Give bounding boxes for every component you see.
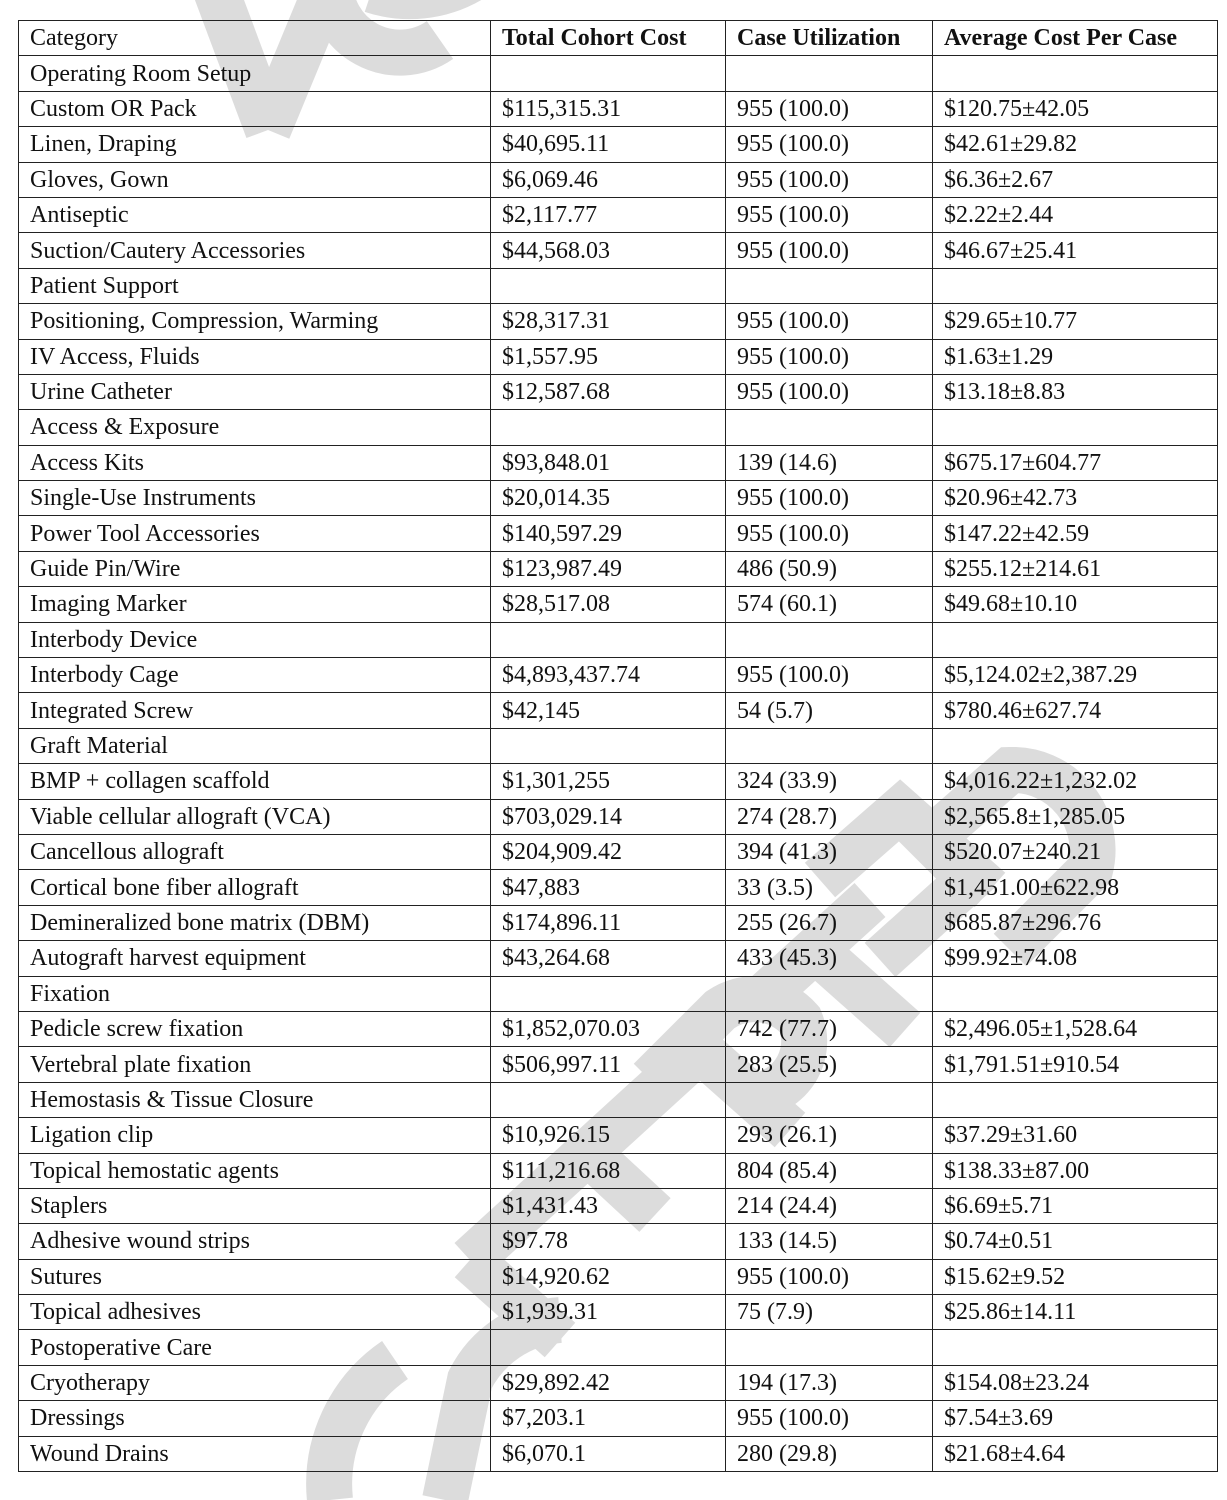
average-cost-cell: $1.63±1.29 <box>933 339 1218 374</box>
empty-cell <box>933 976 1218 1011</box>
total-cohort-cost-cell: $93,848.01 <box>491 445 726 480</box>
average-cost-cell: $49.68±10.10 <box>933 587 1218 622</box>
total-cohort-cost-cell: $20,014.35 <box>491 481 726 516</box>
average-cost-cell: $1,451.00±622.98 <box>933 870 1218 905</box>
total-cohort-cost-cell: $506,997.11 <box>491 1047 726 1082</box>
group-row <box>19 1082 1218 1117</box>
average-cost-cell: $25.86±14.11 <box>933 1295 1218 1330</box>
group-label: Operating Room Setup <box>19 56 491 91</box>
item-label: Access Kits <box>19 445 491 480</box>
case-utilization-cell: 194 (17.3) <box>726 1365 933 1400</box>
empty-cell <box>726 622 933 657</box>
table-row <box>19 197 1218 232</box>
group-label: Patient Support <box>19 268 491 303</box>
total-cohort-cost-cell: $12,587.68 <box>491 374 726 409</box>
case-utilization-cell: 955 (100.0) <box>726 374 933 409</box>
table-row <box>19 1011 1218 1046</box>
group-label: Fixation <box>19 976 491 1011</box>
item-label: Interbody Cage <box>19 658 491 693</box>
case-utilization-cell: 214 (24.4) <box>726 1188 933 1223</box>
table-row <box>19 516 1218 551</box>
item-label: Positioning, Compression, Warming <box>19 304 491 339</box>
average-cost-cell: $154.08±23.24 <box>933 1365 1218 1400</box>
group-row <box>19 410 1218 445</box>
average-cost-cell: $780.46±627.74 <box>933 693 1218 728</box>
header-category: Category <box>19 21 491 56</box>
case-utilization-cell: 33 (3.5) <box>726 870 933 905</box>
group-row <box>19 622 1218 657</box>
total-cohort-cost-cell: $6,070.1 <box>491 1436 726 1471</box>
average-cost-cell: $5,124.02±2,387.29 <box>933 658 1218 693</box>
table-row <box>19 339 1218 374</box>
item-label: Guide Pin/Wire <box>19 551 491 586</box>
table-row <box>19 905 1218 940</box>
table-row <box>19 1118 1218 1153</box>
total-cohort-cost-cell: $1,557.95 <box>491 339 726 374</box>
header-case-utilization: Case Utilization <box>726 21 933 56</box>
cost-table <box>18 20 1218 1472</box>
average-cost-cell: $6.69±5.71 <box>933 1188 1218 1223</box>
empty-cell <box>491 728 726 763</box>
item-label: BMP + collagen scaffold <box>19 764 491 799</box>
empty-cell <box>933 1330 1218 1365</box>
empty-cell <box>933 1082 1218 1117</box>
group-row <box>19 728 1218 763</box>
item-label: Demineralized bone matrix (DBM) <box>19 905 491 940</box>
item-label: Imaging Marker <box>19 587 491 622</box>
header-total-cohort-cost: Total Cohort Cost <box>491 21 726 56</box>
empty-cell <box>491 410 726 445</box>
header-row <box>19 21 1218 56</box>
average-cost-cell: $685.87±296.76 <box>933 905 1218 940</box>
table-row <box>19 658 1218 693</box>
table-row <box>19 870 1218 905</box>
total-cohort-cost-cell: $28,517.08 <box>491 587 726 622</box>
case-utilization-cell: 54 (5.7) <box>726 693 933 728</box>
table-row <box>19 1436 1218 1471</box>
table-row <box>19 91 1218 126</box>
table-body <box>19 56 1218 1472</box>
item-label: Power Tool Accessories <box>19 516 491 551</box>
average-cost-cell: $2,496.05±1,528.64 <box>933 1011 1218 1046</box>
total-cohort-cost-cell: $1,431.43 <box>491 1188 726 1223</box>
empty-cell <box>491 1082 726 1117</box>
total-cohort-cost-cell: $44,568.03 <box>491 233 726 268</box>
table-row <box>19 587 1218 622</box>
table-row <box>19 834 1218 869</box>
total-cohort-cost-cell: $28,317.31 <box>491 304 726 339</box>
case-utilization-cell: 324 (33.9) <box>726 764 933 799</box>
case-utilization-cell: 255 (26.7) <box>726 905 933 940</box>
item-label: Integrated Screw <box>19 693 491 728</box>
case-utilization-cell: 433 (45.3) <box>726 941 933 976</box>
case-utilization-cell: 955 (100.0) <box>726 197 933 232</box>
item-label: Autograft harvest equipment <box>19 941 491 976</box>
header-average-cost-per-case: Average Cost Per Case <box>933 21 1218 56</box>
total-cohort-cost-cell: $123,987.49 <box>491 551 726 586</box>
item-label: IV Access, Fluids <box>19 339 491 374</box>
total-cohort-cost-cell: $97.78 <box>491 1224 726 1259</box>
item-label: Pedicle screw fixation <box>19 1011 491 1046</box>
empty-cell <box>933 268 1218 303</box>
total-cohort-cost-cell: $2,117.77 <box>491 197 726 232</box>
average-cost-cell: $2,565.8±1,285.05 <box>933 799 1218 834</box>
table-row <box>19 374 1218 409</box>
case-utilization-cell: 75 (7.9) <box>726 1295 933 1330</box>
average-cost-cell: $13.18±8.83 <box>933 374 1218 409</box>
item-label: Topical hemostatic agents <box>19 1153 491 1188</box>
empty-cell <box>726 1082 933 1117</box>
empty-cell <box>726 1330 933 1365</box>
group-label: Postoperative Care <box>19 1330 491 1365</box>
case-utilization-cell: 283 (25.5) <box>726 1047 933 1082</box>
empty-cell <box>491 976 726 1011</box>
average-cost-cell: $138.33±87.00 <box>933 1153 1218 1188</box>
table-row <box>19 1259 1218 1294</box>
case-utilization-cell: 804 (85.4) <box>726 1153 933 1188</box>
average-cost-cell: $29.65±10.77 <box>933 304 1218 339</box>
table-row <box>19 1188 1218 1223</box>
average-cost-cell: $4,016.22±1,232.02 <box>933 764 1218 799</box>
group-row <box>19 1330 1218 1365</box>
average-cost-cell: $99.92±74.08 <box>933 941 1218 976</box>
group-row <box>19 56 1218 91</box>
table-row <box>19 1401 1218 1436</box>
average-cost-cell: $520.07±240.21 <box>933 834 1218 869</box>
case-utilization-cell: 955 (100.0) <box>726 516 933 551</box>
empty-cell <box>933 622 1218 657</box>
average-cost-cell: $15.62±9.52 <box>933 1259 1218 1294</box>
case-utilization-cell: 293 (26.1) <box>726 1118 933 1153</box>
case-utilization-cell: 955 (100.0) <box>726 658 933 693</box>
total-cohort-cost-cell: $42,145 <box>491 693 726 728</box>
group-label: Graft Material <box>19 728 491 763</box>
item-label: Cryotherapy <box>19 1365 491 1400</box>
item-label: Cortical bone fiber allograft <box>19 870 491 905</box>
total-cohort-cost-cell: $1,939.31 <box>491 1295 726 1330</box>
total-cohort-cost-cell: $115,315.31 <box>491 91 726 126</box>
total-cohort-cost-cell: $204,909.42 <box>491 834 726 869</box>
case-utilization-cell: 139 (14.6) <box>726 445 933 480</box>
item-label: Topical adhesives <box>19 1295 491 1330</box>
total-cohort-cost-cell: $14,920.62 <box>491 1259 726 1294</box>
group-row <box>19 976 1218 1011</box>
item-label: Single-Use Instruments <box>19 481 491 516</box>
average-cost-cell: $37.29±31.60 <box>933 1118 1218 1153</box>
item-label: Staplers <box>19 1188 491 1223</box>
table-row <box>19 445 1218 480</box>
empty-cell <box>491 268 726 303</box>
total-cohort-cost-cell: $40,695.11 <box>491 127 726 162</box>
average-cost-cell: $2.22±2.44 <box>933 197 1218 232</box>
item-label: Urine Catheter <box>19 374 491 409</box>
item-label: Sutures <box>19 1259 491 1294</box>
table-row <box>19 162 1218 197</box>
item-label: Gloves, Gown <box>19 162 491 197</box>
empty-cell <box>726 410 933 445</box>
total-cohort-cost-cell: $4,893,437.74 <box>491 658 726 693</box>
total-cohort-cost-cell: $111,216.68 <box>491 1153 726 1188</box>
empty-cell <box>491 56 726 91</box>
empty-cell <box>933 410 1218 445</box>
average-cost-cell: $0.74±0.51 <box>933 1224 1218 1259</box>
table-row <box>19 1047 1218 1082</box>
table-row <box>19 127 1218 162</box>
case-utilization-cell: 274 (28.7) <box>726 799 933 834</box>
case-utilization-cell: 133 (14.5) <box>726 1224 933 1259</box>
table-row <box>19 233 1218 268</box>
total-cohort-cost-cell: $1,852,070.03 <box>491 1011 726 1046</box>
table-row <box>19 1365 1218 1400</box>
total-cohort-cost-cell: $174,896.11 <box>491 905 726 940</box>
empty-cell <box>491 622 726 657</box>
case-utilization-cell: 955 (100.0) <box>726 339 933 374</box>
total-cohort-cost-cell: $7,203.1 <box>491 1401 726 1436</box>
case-utilization-cell: 955 (100.0) <box>726 91 933 126</box>
total-cohort-cost-cell: $29,892.42 <box>491 1365 726 1400</box>
case-utilization-cell: 486 (50.9) <box>726 551 933 586</box>
item-label: Custom OR Pack <box>19 91 491 126</box>
total-cohort-cost-cell: $1,301,255 <box>491 764 726 799</box>
item-label: Linen, Draping <box>19 127 491 162</box>
case-utilization-cell: 394 (41.3) <box>726 834 933 869</box>
group-label: Hemostasis & Tissue Closure <box>19 1082 491 1117</box>
empty-cell <box>933 56 1218 91</box>
average-cost-cell: $675.17±604.77 <box>933 445 1218 480</box>
average-cost-cell: $120.75±42.05 <box>933 91 1218 126</box>
item-label: Cancellous allograft <box>19 834 491 869</box>
total-cohort-cost-cell: $6,069.46 <box>491 162 726 197</box>
case-utilization-cell: 955 (100.0) <box>726 233 933 268</box>
empty-cell <box>726 56 933 91</box>
case-utilization-cell: 955 (100.0) <box>726 1259 933 1294</box>
item-label: Viable cellular allograft (VCA) <box>19 799 491 834</box>
case-utilization-cell: 955 (100.0) <box>726 304 933 339</box>
table-row <box>19 941 1218 976</box>
table-row <box>19 799 1218 834</box>
item-label: Dressings <box>19 1401 491 1436</box>
empty-cell <box>491 1330 726 1365</box>
average-cost-cell: $255.12±214.61 <box>933 551 1218 586</box>
case-utilization-cell: 955 (100.0) <box>726 1401 933 1436</box>
average-cost-cell: $42.61±29.82 <box>933 127 1218 162</box>
case-utilization-cell: 742 (77.7) <box>726 1011 933 1046</box>
item-label: Suction/Cautery Accessories <box>19 233 491 268</box>
total-cohort-cost-cell: $140,597.29 <box>491 516 726 551</box>
item-label: Antiseptic <box>19 197 491 232</box>
empty-cell <box>726 976 933 1011</box>
case-utilization-cell: 955 (100.0) <box>726 127 933 162</box>
table-row <box>19 1153 1218 1188</box>
average-cost-cell: $1,791.51±910.54 <box>933 1047 1218 1082</box>
table-row <box>19 304 1218 339</box>
total-cohort-cost-cell: $43,264.68 <box>491 941 726 976</box>
average-cost-cell: $6.36±2.67 <box>933 162 1218 197</box>
total-cohort-cost-cell: $703,029.14 <box>491 799 726 834</box>
item-label: Vertebral plate fixation <box>19 1047 491 1082</box>
case-utilization-cell: 280 (29.8) <box>726 1436 933 1471</box>
average-cost-cell: $46.67±25.41 <box>933 233 1218 268</box>
table-row <box>19 1295 1218 1330</box>
table-row <box>19 551 1218 586</box>
average-cost-cell: $7.54±3.69 <box>933 1401 1218 1436</box>
group-label: Access & Exposure <box>19 410 491 445</box>
table-row <box>19 481 1218 516</box>
item-label: Wound Drains <box>19 1436 491 1471</box>
case-utilization-cell: 955 (100.0) <box>726 481 933 516</box>
empty-cell <box>726 268 933 303</box>
average-cost-cell: $147.22±42.59 <box>933 516 1218 551</box>
average-cost-cell: $21.68±4.64 <box>933 1436 1218 1471</box>
empty-cell <box>933 728 1218 763</box>
case-utilization-cell: 574 (60.1) <box>726 587 933 622</box>
average-cost-cell: $20.96±42.73 <box>933 481 1218 516</box>
table-row <box>19 764 1218 799</box>
total-cohort-cost-cell: $10,926.15 <box>491 1118 726 1153</box>
table-row <box>19 1224 1218 1259</box>
case-utilization-cell: 955 (100.0) <box>726 162 933 197</box>
empty-cell <box>726 728 933 763</box>
item-label: Ligation clip <box>19 1118 491 1153</box>
table-row <box>19 693 1218 728</box>
total-cohort-cost-cell: $47,883 <box>491 870 726 905</box>
group-row <box>19 268 1218 303</box>
group-label: Interbody Device <box>19 622 491 657</box>
item-label: Adhesive wound strips <box>19 1224 491 1259</box>
